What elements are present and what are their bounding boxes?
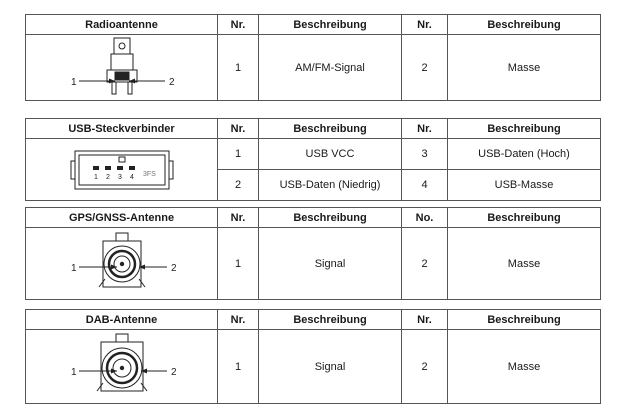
header-row [26,208,601,228]
pin-number: 2 [402,228,448,300]
pin-number-header: Nr. [218,310,259,330]
pin-number: 3 [402,139,448,170]
pin-description: Masse [448,35,601,101]
pin-number-header: Nr. [218,208,259,228]
pin-label: 2 [168,76,175,88]
usb-connector-table [25,118,601,201]
description-header: Beschreibung [259,208,402,228]
pin-label: 2 [105,173,110,181]
pin-number-header: No. [402,208,448,228]
connector-name: GPS/GNSS-Antenne [26,208,218,228]
pin-label: 3 [117,173,122,181]
pin-label: 2 [170,366,177,378]
radio-antenna-table [25,14,601,101]
table-row [26,139,601,170]
pin-number: 1 [218,330,259,404]
table-row [26,228,601,300]
description-header: Beschreibung [259,15,402,35]
description-header: Beschreibung [259,310,402,330]
connector-code-label: 3FS [142,170,156,178]
pin-description: AM/FM-Signal [259,35,402,101]
table-row [26,35,601,101]
pin-number: 2 [402,330,448,404]
pin-label: 1 [70,76,77,88]
pin-label: 1 [70,366,77,378]
description-header: Beschreibung [448,208,601,228]
pin-description: USB-Masse [448,170,601,201]
dab-antenna-connector-diagram [27,331,217,403]
header-row [26,119,601,139]
pin-number: 2 [402,35,448,101]
pin-number-header: Nr. [402,15,448,35]
pin-number-header: Nr. [402,310,448,330]
connector-name: Radioantenne [26,15,218,35]
pin-description: Signal [259,228,402,300]
pin-label: 1 [93,173,98,181]
description-header: Beschreibung [448,15,601,35]
pin-number-header: Nr. [218,15,259,35]
pin-number: 1 [218,35,259,101]
radio-antenna-connector-diagram [27,36,217,100]
usb-connector-diagram [27,141,217,199]
pin-label: 1 [70,262,77,274]
pin-number: 1 [218,228,259,300]
pin-label: 2 [170,262,177,274]
pin-description: USB-Daten (Niedrig) [259,170,402,201]
dab-antenna-table [25,309,601,404]
header-row [26,15,601,35]
header-row [26,310,601,330]
pin-description: USB VCC [259,139,402,170]
description-header: Beschreibung [448,119,601,139]
gps-antenna-connector-diagram [27,229,217,299]
pin-number: 4 [402,170,448,201]
connector-diagram-cell [26,35,218,101]
pin-number: 2 [218,170,259,201]
description-header: Beschreibung [448,310,601,330]
connector-diagram-cell [26,139,218,201]
table-row [26,330,601,404]
description-header: Beschreibung [259,119,402,139]
pin-description: Masse [448,228,601,300]
pin-description: Signal [259,330,402,404]
pin-description: USB-Daten (Hoch) [448,139,601,170]
pin-description: Masse [448,330,601,404]
gps-antenna-table [25,207,601,300]
pin-label: 4 [129,173,134,181]
connector-diagram-cell [26,330,218,404]
pin-number-header: Nr. [402,119,448,139]
pin-number-header: Nr. [218,119,259,139]
connector-diagram-cell [26,228,218,300]
connector-name: DAB-Antenne [26,310,218,330]
pin-number: 1 [218,139,259,170]
connector-name: USB-Steckverbinder [26,119,218,139]
